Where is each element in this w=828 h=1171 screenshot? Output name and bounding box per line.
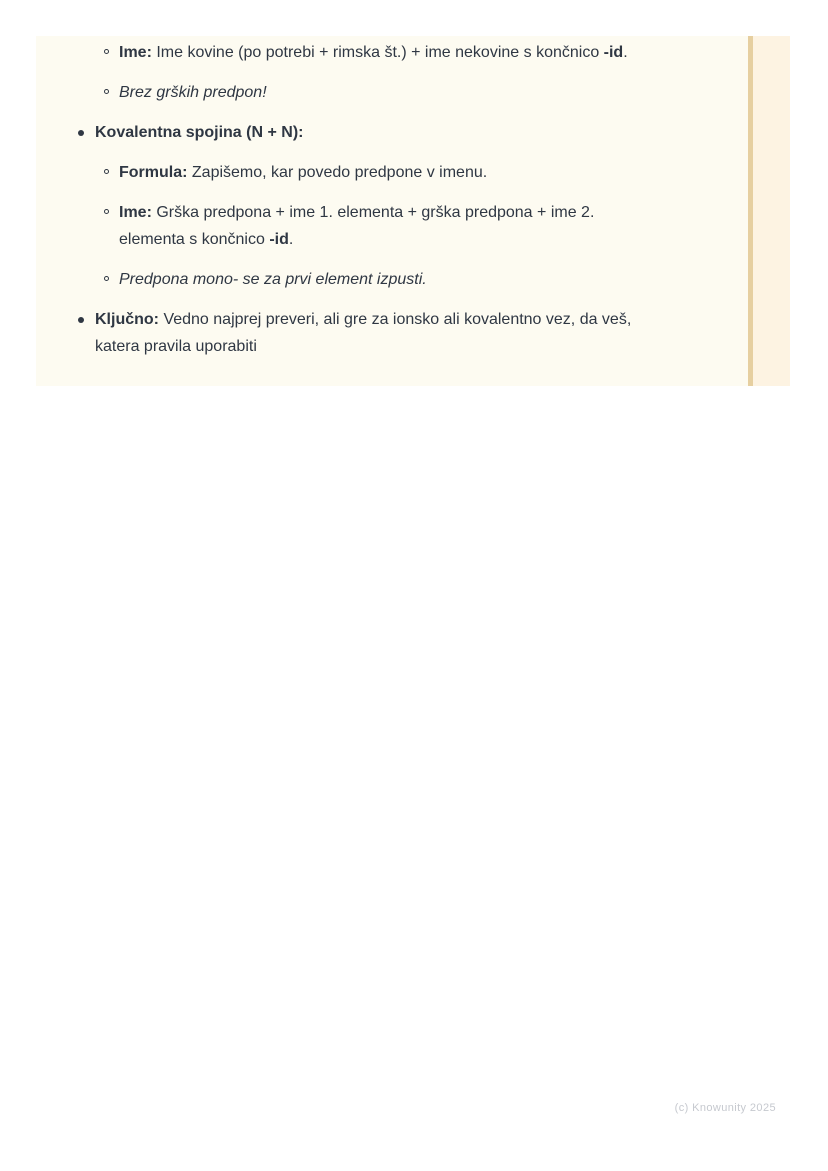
copyright-text: (c) Knowunity 2025 xyxy=(674,1102,776,1114)
bullet-list xyxy=(36,39,748,360)
circle-bullet-icon xyxy=(104,159,119,174)
note-card xyxy=(36,36,790,386)
list-item xyxy=(36,199,748,253)
list-item-text: Kovalentna spojina (N + N): xyxy=(95,124,304,141)
circle-bullet-icon xyxy=(104,266,119,281)
list-item-text: Predpona mono- se za prvi element izpusti. xyxy=(119,271,427,288)
list-item-text: Ime: Grška predpona + ime 1. elementa + grška predpona + ime 2. elementa s končnico -id. xyxy=(119,204,595,248)
list-item-text: Ime: Ime kovine (po potrebi + rimska št.) + ime nekovine s končnico -id. xyxy=(119,44,628,61)
list-item xyxy=(36,79,748,106)
list-item-text: Brez grških predpon! xyxy=(119,84,267,101)
disc-bullet-icon xyxy=(78,119,95,136)
card-right-margin xyxy=(753,36,790,386)
list-item xyxy=(36,266,748,293)
list-item-text: Formula: Zapišemo, kar povedo predpone v imenu. xyxy=(119,164,488,181)
list-item xyxy=(36,159,748,186)
circle-bullet-icon xyxy=(104,199,119,214)
list-item-text: Ključno: Vedno najprej preveri, ali gre za ionsko ali kovalentno vez, da veš, katera pravila uporabiti xyxy=(95,311,632,355)
circle-bullet-icon xyxy=(104,79,119,94)
disc-bullet-icon xyxy=(78,306,95,323)
note-content xyxy=(36,36,748,386)
list-item xyxy=(36,306,748,360)
list-item xyxy=(36,39,748,66)
list-item xyxy=(36,119,748,146)
circle-bullet-icon xyxy=(104,39,119,54)
